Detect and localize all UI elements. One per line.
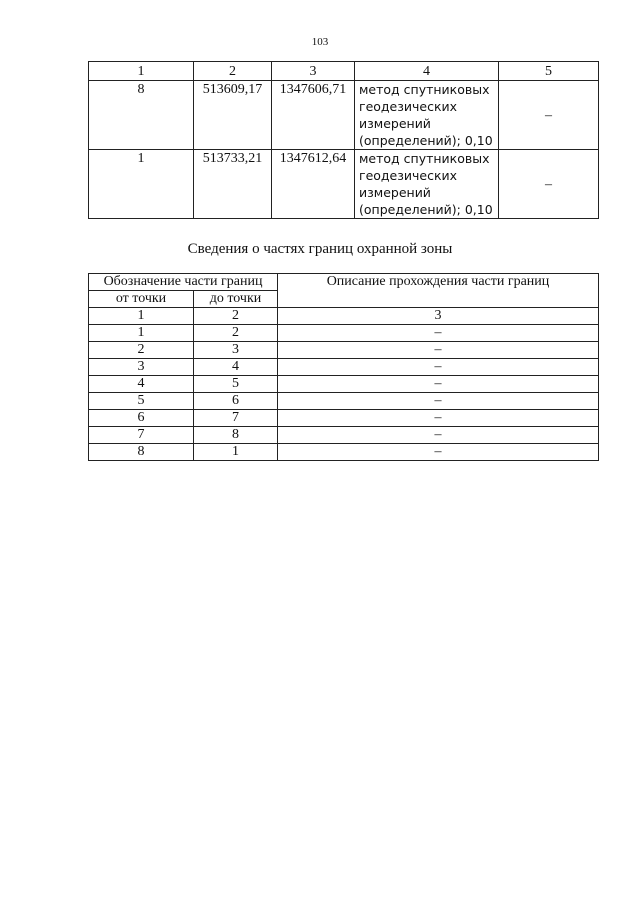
coord-header-col1: 1 [89,62,194,81]
to-point: 8 [194,427,278,444]
boundary-description: – [278,342,599,359]
table-row [89,393,599,410]
numbering-col3: 3 [278,308,599,325]
page-number: 103 [311,36,329,48]
method-line: измерений [359,116,431,131]
table-row [89,359,599,376]
coord-header-col5: 5 [499,62,599,81]
from-point: 8 [89,444,194,461]
boundary-description: – [278,410,599,427]
boundary-description: – [278,325,599,342]
coord-header-col3: 3 [272,62,355,81]
to-point: 2 [194,325,278,342]
boundary-description: – [278,393,599,410]
point-number: 8 [89,81,194,150]
method-line: геодезических [359,99,458,114]
coordinates-header-row [89,62,599,81]
boundary-description: – [278,376,599,393]
method-description [355,150,499,219]
table-row [89,376,599,393]
table-row [89,410,599,427]
from-point: 2 [89,342,194,359]
to-point: 1 [194,444,278,461]
method-description [355,81,499,150]
to-point: 4 [194,359,278,376]
header-boundary-description: Описание прохождения части границ [278,274,599,308]
header-boundary-part-designation: Обозначение части границ [89,274,278,291]
method-line: геодезических [359,168,458,183]
coordinate-y: 1347606,71 [272,81,355,150]
boundary-description: – [278,444,599,461]
table-row [89,81,599,150]
method-line: измерений [359,185,431,200]
boundary-parts-table [88,273,599,461]
from-point: 3 [89,359,194,376]
numbering-col1: 1 [89,308,194,325]
to-point: 3 [194,342,278,359]
numbering-col2: 2 [194,308,278,325]
parts-header-row [89,274,599,291]
table-row [89,444,599,461]
col5-value: – [499,150,599,219]
from-point: 7 [89,427,194,444]
from-point: 1 [89,325,194,342]
to-point: 6 [194,393,278,410]
point-number: 1 [89,150,194,219]
coordinates-table [88,61,599,219]
from-point: 4 [89,376,194,393]
coordinate-y: 1347612,64 [272,150,355,219]
boundary-description: – [278,359,599,376]
from-point: 6 [89,410,194,427]
coord-header-col2: 2 [194,62,272,81]
coordinate-x: 513733,21 [194,150,272,219]
method-line: метод спутниковых [359,151,490,166]
method-line: метод спутниковых [359,82,490,97]
method-line: (определений); 0,10 [359,202,493,217]
method-line: (определений); 0,10 [359,133,493,148]
boundary-description: – [278,427,599,444]
coord-header-col4: 4 [355,62,499,81]
coordinate-x: 513609,17 [194,81,272,150]
table-row [89,150,599,219]
table-row [89,325,599,342]
to-point: 5 [194,376,278,393]
parts-numbering-row [89,308,599,325]
from-point: 5 [89,393,194,410]
col5-value: – [499,81,599,150]
table-row [89,427,599,444]
section-title: Сведения о частях границ охранной зоны [187,241,453,257]
header-from-point: от точки [89,291,194,308]
table-row [89,342,599,359]
header-to-point: до точки [194,291,278,308]
to-point: 7 [194,410,278,427]
